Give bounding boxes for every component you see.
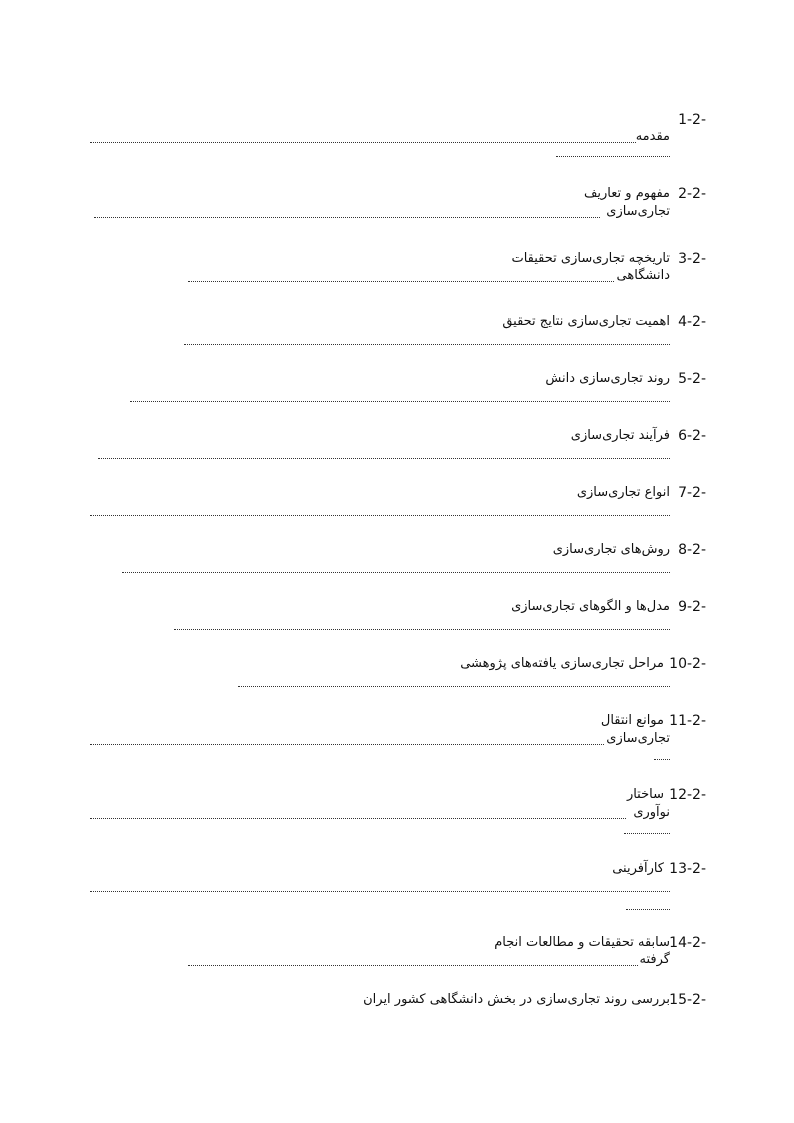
toc-number: 9-2-: [678, 599, 706, 615]
dot-leader: [90, 891, 670, 892]
toc-title-line: [86, 428, 670, 444]
toc-title-line: [86, 599, 670, 615]
toc-number: 8-2-: [678, 542, 706, 558]
dot-leader: [184, 344, 670, 345]
dot-leader: [90, 744, 604, 745]
toc-number: 12-2-: [669, 787, 706, 803]
toc-title: روش‌های تجاری‌سازی: [552, 542, 670, 557]
dot-leader: [556, 156, 670, 157]
toc-title: مفهوم و تعاریف: [583, 186, 670, 201]
toc-title-line: [86, 542, 670, 558]
dot-leader: [122, 572, 670, 573]
toc-title-line: [86, 656, 664, 672]
toc-title: سابقه تحقیقات و مطالعات انجام: [494, 935, 670, 950]
toc-title-line: [86, 251, 670, 267]
toc-title-line: [86, 935, 670, 951]
toc-title: نوآوری: [633, 805, 670, 820]
dot-leader: [188, 281, 614, 282]
dot-leader: [654, 759, 670, 760]
toc-title-line: [86, 268, 670, 284]
toc-number: 3-2-: [678, 251, 706, 267]
dot-leader: [90, 818, 626, 819]
toc-title-line: [86, 787, 664, 803]
dot-leader: [90, 142, 636, 143]
toc-title-line: [86, 713, 664, 729]
toc-title-line: [86, 371, 670, 387]
toc-title-line: [86, 485, 670, 501]
toc-number: 11-2-: [669, 713, 706, 729]
toc-title: تجاری‌سازی: [606, 731, 670, 746]
dot-leader: [238, 686, 670, 687]
toc-number: 6-2-: [678, 428, 706, 444]
dot-leader: [624, 833, 670, 834]
toc-number: 4-2-: [678, 314, 706, 330]
toc-title: تاریخچه تجاری‌سازی تحقیقات: [511, 251, 670, 266]
toc-number: 10-2-: [669, 656, 706, 672]
toc-title-line: [86, 186, 670, 202]
toc-title-line: [86, 314, 670, 330]
toc-title-line: [86, 952, 670, 968]
toc-title-line: [86, 129, 670, 145]
dot-leader: [188, 965, 638, 966]
toc-number: 2-2-: [678, 186, 706, 202]
toc-number: 15-2-: [669, 992, 706, 1008]
toc-number: 5-2-: [678, 371, 706, 387]
toc-title-line: [86, 861, 664, 877]
toc-title: بررسی روند تجاری‌سازی در بخش دانشگاهی کشور ایران: [363, 992, 670, 1007]
toc-title: فرآیند تجاری‌سازی: [570, 428, 670, 443]
toc-title-line: [86, 992, 670, 1008]
toc-title: کارآفرینی: [612, 861, 664, 876]
toc-title: مراحل تجاری‌سازی یافته‌های پژوهشی: [460, 656, 664, 671]
toc-title: دانشگاهی: [616, 268, 670, 283]
dot-leader: [98, 458, 670, 459]
toc-number: 1-2-: [678, 112, 706, 128]
toc-title: روند تجاری‌سازی دانش: [545, 371, 670, 386]
dot-leader: [94, 217, 600, 218]
dot-leader: [174, 629, 670, 630]
toc-title: ساختار: [626, 787, 664, 802]
toc-title-line: [86, 731, 670, 747]
dot-leader: [90, 515, 670, 516]
toc-number: 14-2-: [669, 935, 706, 951]
toc-title: گرفته: [639, 952, 670, 967]
toc-title: اهمیت تجاری‌سازی نتایج تحقیق: [502, 314, 670, 329]
toc-title: تجاری‌سازی: [606, 204, 670, 219]
dot-leader: [626, 909, 670, 910]
dot-leader: [130, 401, 670, 402]
toc-title-line: [86, 204, 670, 220]
toc-number: 13-2-: [669, 861, 706, 877]
toc-title: مقدمه: [635, 129, 670, 144]
toc-title: موانع انتقال: [600, 713, 664, 728]
toc-number: 7-2-: [678, 485, 706, 501]
toc-title-line: [86, 805, 670, 821]
toc-title: مدل‌ها و الگوهای تجاری‌سازی: [511, 599, 670, 614]
toc-title: انواع تجاری‌سازی: [576, 485, 670, 500]
